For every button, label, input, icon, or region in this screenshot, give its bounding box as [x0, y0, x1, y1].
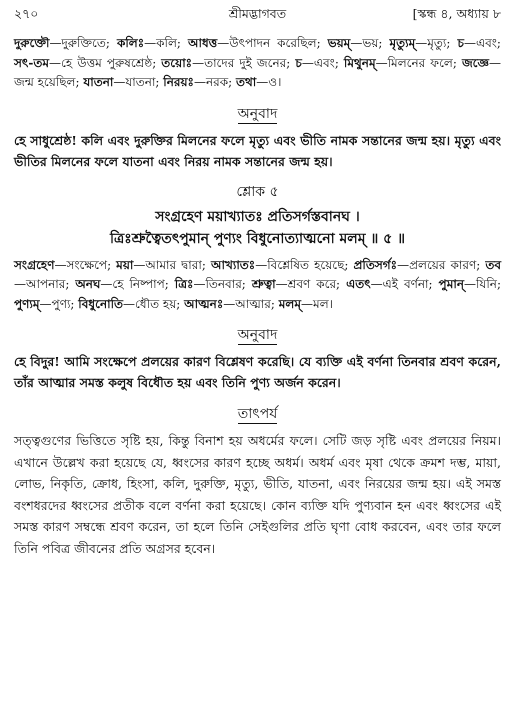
synonym-meaning: —দুরুক্তিতে; — [49, 36, 117, 50]
synonym-word: যাতনা — [83, 75, 114, 89]
synonym-word: ভয়ম্ — [327, 36, 351, 50]
synonym-meaning: —আত্মার; — [223, 296, 279, 311]
synonym-meaning: —এই বর্ণনা; — [370, 277, 439, 291]
synonym-meaning: —সংক্ষেপে; — [54, 257, 117, 272]
synonym-word: মিথুনম্ — [343, 55, 376, 70]
synonyms-paragraph — [14, 34, 501, 93]
synonym-word: মৃত্যুম্ — [389, 36, 416, 50]
synonym-meaning: —বিশ্লেষিত হয়েছে; — [255, 257, 354, 272]
chapter-reference: [স্কন্ধ ৪, অধ্যায় ৮ — [412, 6, 501, 21]
synonym-word: কলিঃ — [116, 36, 145, 50]
synonym-word: শ্রুত্বা — [251, 277, 276, 291]
synonym-meaning: —ভয়; — [350, 36, 390, 50]
synonym-word: সংগ্রহেণ — [14, 257, 55, 272]
synonym-meaning: —জন্ম হয়েছিল; — [14, 55, 501, 89]
synonym-meaning: —হে উত্তম পুরুষশ্রেষ্ঠ; — [49, 55, 162, 70]
synonym-meaning: —যিনি; — [464, 277, 501, 291]
synonym-meaning: —মৃত্যু; — [415, 36, 458, 50]
synonym-word: তব — [485, 257, 502, 272]
synonym-meaning: —আমার দ্বারা; — [133, 257, 211, 272]
synonym-word: আখ্যাতঃ — [210, 257, 256, 272]
translation-heading: অনুবাদ — [237, 327, 278, 343]
translation-heading: অনুবাদ — [237, 105, 278, 122]
synonym-word: এতৎ — [346, 277, 371, 291]
synonym-word: চ — [295, 55, 302, 70]
verse-line: ত্রিঃশ্রুত্বৈতৎপুমান্ পুণ্যং বিধুনোত্যাত্মনো মলম্ ॥ ৫ ॥ — [109, 230, 406, 247]
synonym-meaning: —ও। — [256, 75, 282, 89]
purport-paragraph: সত্ত্বগুণের ভিত্তিতে সৃষ্টি হয়, কিন্তু বিনাশ হয় অধর্মের ফলে। সেটি জড় সৃষ্টি এবং প্রলয়ের নিয়ম। এখানে উল্লেখ করা হয়েছে যে, ধ্বংসের কারণ হচ্ছে অধর্ম। অধর্ম এবং মৃষা থেকে ক্রমশ দম্ভ, মায়া, লোভ, নিকৃতি, ক্রোধ, হিংসা, কলি, দুরুক্তি, মৃত্যু, ভীতি, যাতনা, এবং নিরয়ের জন্ম হয়। এই সমস্ত বংশধরদের ধ্বংসের প্রতীক বলে বর্ণনা করা হয়েছে। কোন ব্যক্তি যদি পুণ্যবান হন এবং ধ্বংসের এই সমস্ত কারণ সম্বন্ধে শ্রবণ করেন, তা হলে তিনি সেইগুলির প্রতি ঘৃণা বোধ করবেন, এবং তার ফলে তিনি পবিত্র জীবনের প্রতি অগ্রসর হবেন। — [14, 433, 501, 556]
synonym-word: তয়োঃ — [161, 55, 193, 70]
synonym-meaning: —হে নিষ্পাপ; — [100, 277, 175, 291]
page-number: ২৭০ — [14, 6, 39, 21]
synonym-meaning: —প্রলয়ের কারণ; — [397, 257, 486, 272]
translation-paragraph: হে বিদুর! আমি সংক্ষেপে প্রলয়ের কারণ বিশ্লেষণ করেছি। যে ব্যক্তি এই বর্ণনা তিনবার শ্রবণ করেন, তাঁর আত্মার সমস্ত কলুষ বিধৌত হয় এবং তিনি পুণ্য অর্জন করেন। — [14, 354, 501, 390]
synonym-word: অনঘ — [75, 277, 101, 291]
running-header — [14, 6, 501, 28]
synonym-word: জজ্ঞে — [461, 55, 489, 70]
synonym-word: বিধুনোতি — [78, 296, 124, 311]
synonym-meaning: —মিলনের ফলে; — [375, 55, 462, 70]
page-content — [14, 34, 501, 559]
verse-line: সংগ্রহেণ ময়াখ্যাতঃ প্রতিসর্গস্তবানঘ । — [155, 208, 360, 225]
book-title: শ্রীমদ্ভাগবত — [228, 6, 287, 21]
synonym-word: তথা — [236, 75, 257, 89]
synonym-meaning: —আপনার; — [14, 277, 76, 291]
synonym-meaning: —মল। — [301, 296, 333, 311]
synonym-meaning: —তাদের দুই জনের; — [192, 55, 296, 70]
synonym-meaning: —যাতনা; — [113, 75, 164, 89]
synonym-meaning: —তিনবার; — [193, 277, 252, 291]
synonym-meaning: —কলি; — [144, 36, 188, 50]
synonym-meaning: —পুণ্য; — [39, 296, 79, 311]
synonym-word: মলম্ — [278, 296, 302, 311]
synonym-word: নিরয়ঃ — [163, 75, 194, 89]
synonym-word: আধত্ত — [187, 36, 218, 50]
translation-paragraph: হে সাধুশ্রেষ্ঠ! কলি এবং দুরুক্তির মিলনের ফলে মৃত্যু এবং ভীতি নামক সন্তানের জন্ম হয়। মৃত্যু এবং ভীতির মিলনের ফলে যাতনা এবং নিরয় নামক সন্তানের জন্ম হয়। — [14, 132, 501, 169]
synonym-word: প্রতিসর্গঃ — [353, 257, 398, 272]
synonym-word: পুমান্ — [438, 277, 464, 291]
synonym-word: সৎ-তম — [14, 55, 49, 70]
synonym-meaning: —এবং; — [463, 36, 501, 50]
synonym-meaning: —ধৌত হয়; — [123, 296, 185, 311]
synonym-meaning: —শ্রবণ করে; — [275, 277, 347, 291]
synonym-word: পুণ্যম্ — [14, 296, 40, 311]
verse-number: শ্লোক ৫ — [236, 183, 279, 200]
synonym-word: ময়া — [116, 257, 134, 272]
synonym-word: ত্রিঃ — [174, 277, 194, 291]
synonyms-paragraph — [14, 256, 501, 315]
synonym-word: চ — [457, 36, 464, 50]
synonym-word: দুরুক্তৌ — [14, 36, 50, 50]
synonym-meaning: —নরক; — [193, 75, 236, 89]
synonym-meaning: —উৎপাদন করেছিল; — [217, 36, 328, 50]
synonym-meaning: —এবং; — [301, 55, 344, 70]
purport-heading: তাৎপর্য — [237, 406, 278, 422]
synonym-word: আত্মনঃ — [184, 296, 224, 311]
